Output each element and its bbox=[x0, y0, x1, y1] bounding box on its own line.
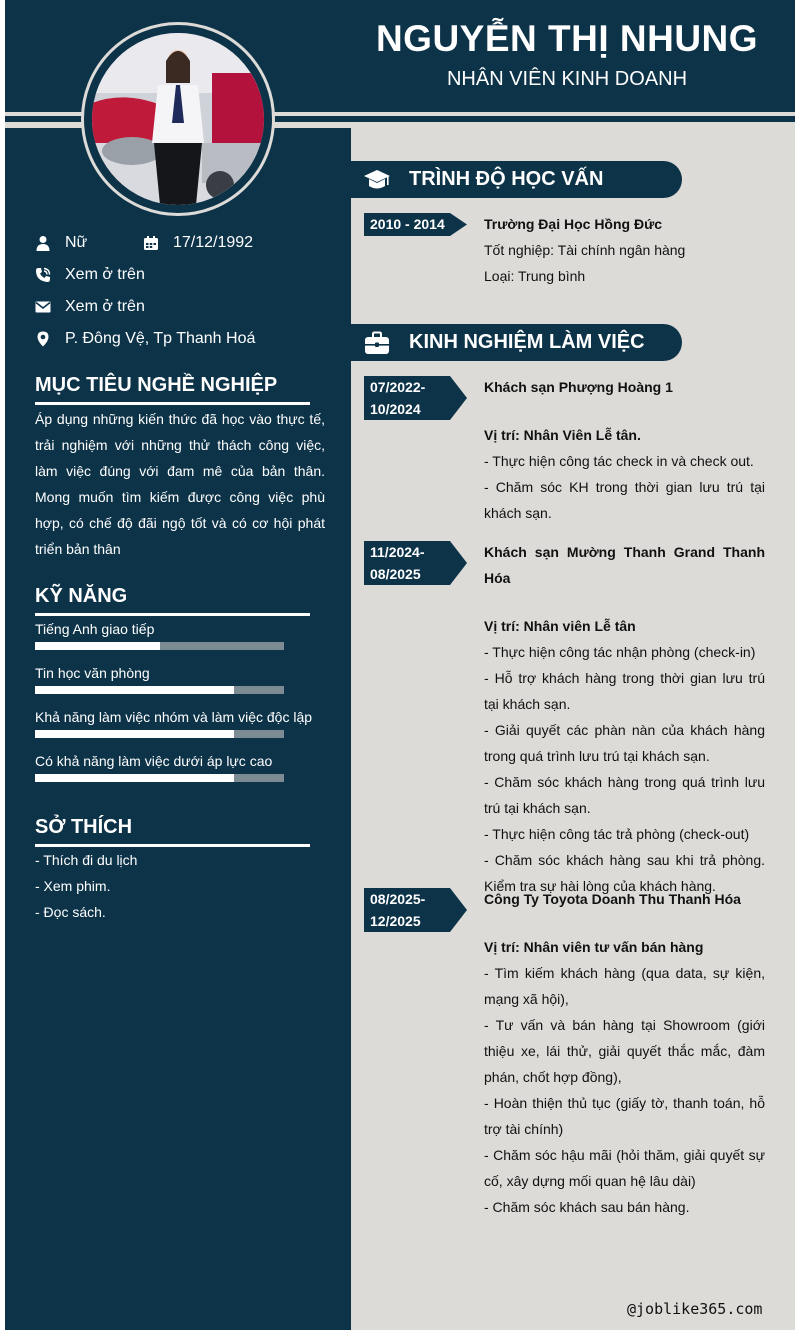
email-value: Xem ở trên bbox=[65, 298, 145, 315]
hobbies-heading: SỞ THÍCH bbox=[35, 816, 133, 838]
objective-heading: MỤC TIÊU NGHỀ NGHIỆP bbox=[35, 374, 278, 396]
education-entry bbox=[484, 211, 765, 289]
hobbies-rule bbox=[35, 844, 310, 847]
education-date: 2010 - 2014 bbox=[370, 216, 445, 232]
email-icon bbox=[35, 299, 51, 315]
birthday-row bbox=[143, 234, 253, 252]
job-entry bbox=[484, 886, 765, 1220]
birthday-value: 17/12/1992 bbox=[173, 234, 254, 251]
address-value: P. Đông Vệ, Tp Thanh Hoá bbox=[65, 330, 256, 347]
job-duty: - Thực hiện công tác trả phòng (check-out) bbox=[484, 826, 750, 842]
job-date-start: 08/2025- bbox=[370, 891, 426, 907]
education-heading: TRÌNH ĐỘ HỌC VẤN bbox=[409, 168, 604, 190]
experience-heading: KINH NGHIỆM LÀM VIỆC bbox=[409, 331, 645, 353]
job-entry bbox=[484, 539, 765, 899]
skill-level-bar bbox=[35, 774, 284, 782]
job-duty: - Chăm sóc hậu mãi (hỏi thăm, giải quyết sự cố, xây dựng mối quan hệ lâu dài) bbox=[484, 1147, 765, 1189]
skill-level-fill bbox=[35, 730, 234, 738]
job-date-end: 08/2025 bbox=[370, 566, 421, 582]
skill-level-bar bbox=[35, 730, 284, 738]
skill-label: Khả năng làm việc nhóm và làm việc độc lập bbox=[35, 709, 313, 725]
candidate-name: NGUYỄN THỊ NHUNG bbox=[375, 18, 759, 59]
job-duty: - Chăm sóc KH trong thời gian lưu trú tại khách sạn. bbox=[484, 479, 765, 521]
job-duty: - Thực hiện công tác check in và check out. bbox=[484, 453, 754, 469]
hobby-item: - Thích đi du lịch bbox=[35, 852, 138, 868]
job-duty: - Chăm sóc khách hàng sau khi trả phòng. Kiểm tra sự hài lòng của khách hàng. bbox=[484, 852, 765, 894]
job-duty: - Chăm sóc khách sau bán hàng. bbox=[484, 1199, 690, 1215]
gender-value: Nữ bbox=[65, 234, 88, 251]
skills-heading: KỸ NĂNG bbox=[35, 585, 128, 607]
school-name: Trường Đại Học Hồng Đức bbox=[484, 216, 663, 232]
skill-label: Có khả năng làm việc dưới áp lực cao bbox=[35, 753, 273, 769]
location-icon bbox=[35, 331, 51, 347]
phone-row bbox=[35, 266, 145, 284]
education-major: Tốt nghiệp: Tài chính ngân hàng bbox=[484, 242, 686, 258]
job-duty: - Hoàn thiện thủ tục (giấy tờ, thanh toán, hỗ trợ tài chính) bbox=[484, 1095, 765, 1137]
job-duty: - Tìm kiếm khách hàng (qua data, sự kiện, mạng xã hội), bbox=[484, 965, 765, 1007]
job-date-start: 11/2024- bbox=[370, 544, 425, 560]
skill-level-bar bbox=[35, 686, 284, 694]
education-date-tag bbox=[364, 213, 467, 236]
cv-page bbox=[5, 0, 795, 1330]
graduation-cap-icon bbox=[363, 166, 391, 194]
briefcase-icon bbox=[363, 329, 391, 357]
skill-level-fill bbox=[35, 774, 234, 782]
job-title: NHÂN VIÊN KINH DOANH bbox=[446, 68, 688, 90]
job-date-tag bbox=[364, 376, 467, 420]
phone-icon bbox=[35, 267, 51, 283]
footer-watermark: @joblike365.com bbox=[627, 1300, 763, 1318]
job-company: Công Ty Toyota Doanh Thu Thanh Hóa bbox=[484, 891, 741, 907]
job-position: Vị trí: Nhân viên Lễ tân bbox=[484, 618, 636, 634]
skill-level-fill bbox=[35, 686, 234, 694]
user-icon bbox=[35, 235, 51, 251]
skill-level-bar bbox=[35, 642, 284, 650]
job-duty: - Thực hiện công tác nhận phòng (check-in) bbox=[484, 644, 756, 660]
objective-text: Áp dụng những kiến thức đã học vào thực tế, trải nghiệm với những thử thách công việc, làm việc đúng với đam mê của bản thân. Mong muốn tìm kiếm được công việc phù hợp, có chế độ đãi ngộ tốt và có cơ hội phát triển bản thân bbox=[35, 411, 325, 557]
skill-level-fill bbox=[35, 642, 160, 650]
phone-value: Xem ở trên bbox=[65, 266, 145, 283]
job-position: Vị trí: Nhân viên tư vấn bán hàng bbox=[484, 939, 704, 955]
job-date-start: 07/2022- bbox=[370, 379, 426, 395]
hobby-item: - Đọc sách. bbox=[35, 904, 106, 920]
job-position: Vị trí: Nhân Viên Lễ tân. bbox=[484, 427, 641, 443]
education-section-header bbox=[351, 161, 682, 198]
calendar-icon bbox=[143, 235, 159, 251]
address-row bbox=[35, 330, 255, 348]
job-duty: - Chăm sóc khách hàng trong quá trình lưu trú tại khách sạn. bbox=[484, 774, 765, 816]
job-company: Khách sạn Mường Thanh Grand Thanh Hóa bbox=[484, 544, 765, 586]
job-date-tag bbox=[364, 541, 467, 585]
skill-label: Tin học văn phòng bbox=[35, 665, 150, 681]
job-date-tag bbox=[364, 888, 467, 932]
gender-row bbox=[35, 234, 87, 252]
job-date-end: 12/2025 bbox=[370, 913, 421, 929]
job-date-end: 10/2024 bbox=[370, 401, 421, 417]
job-entry bbox=[484, 374, 765, 526]
email-row bbox=[35, 298, 145, 316]
education-rank: Loại: Trung bình bbox=[484, 268, 586, 284]
job-duty: - Giải quyết các phàn nàn của khách hàng trong quá trình lưu trú tại khách sạn. bbox=[484, 722, 765, 764]
hobby-item: - Xem phim. bbox=[35, 878, 111, 894]
objective-rule bbox=[35, 402, 310, 405]
job-duty: - Tư vấn và bán hàng tại Showroom (giới thiệu xe, lái thử, giải quyết thắc mắc, đàm phán, chốt hợp đồng), bbox=[484, 1017, 765, 1085]
skills-rule bbox=[35, 613, 310, 616]
avatar bbox=[92, 33, 264, 205]
experience-section-header bbox=[351, 324, 682, 361]
job-duty: - Hỗ trợ khách hàng trong thời gian lưu trú tại khách sạn. bbox=[484, 670, 765, 712]
job-company: Khách sạn Phượng Hoàng 1 bbox=[484, 379, 673, 395]
skill-label: Tiếng Anh giao tiếp bbox=[35, 621, 155, 637]
